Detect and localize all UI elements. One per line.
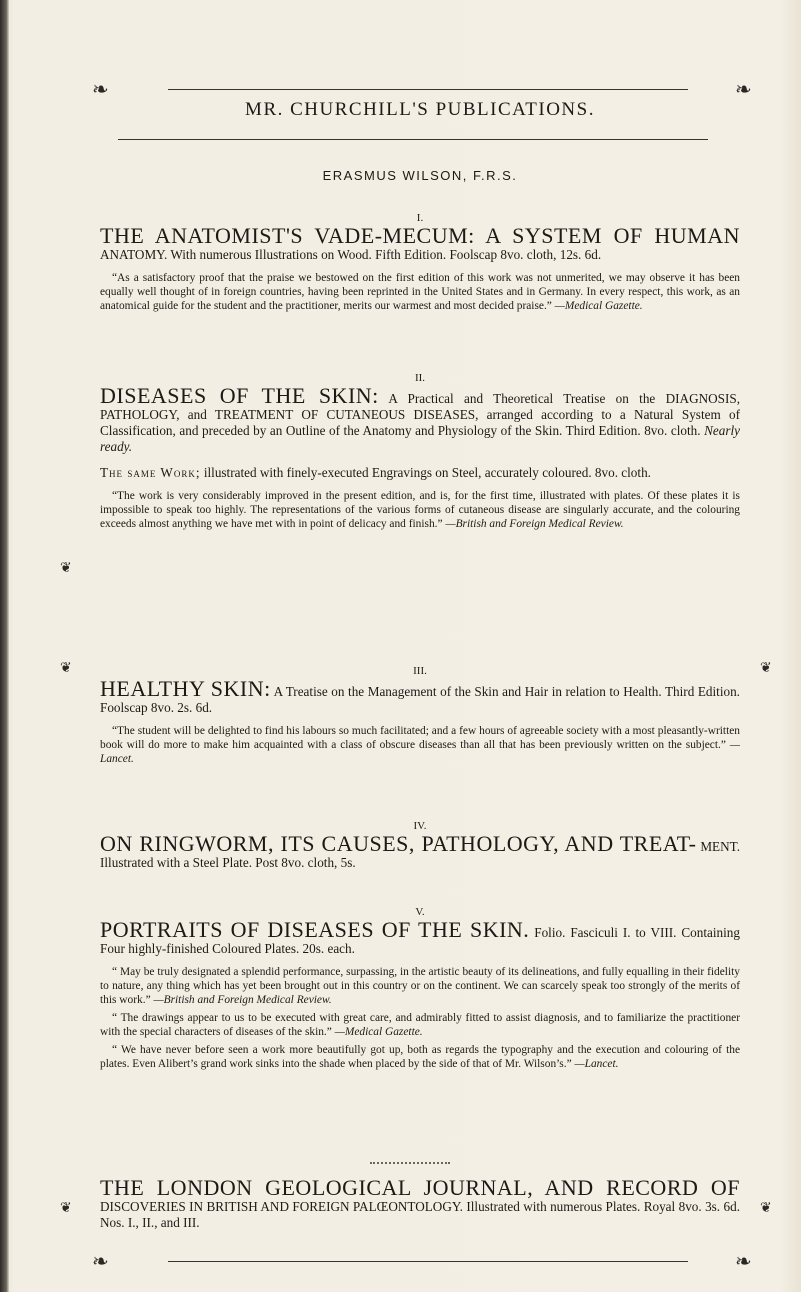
entry-1 (100, 212, 740, 313)
review-source: —Lancet. (574, 1058, 619, 1070)
review-source: —British and Foreign Medical Review. (153, 994, 332, 1006)
entry-description: Folio. Fasciculi I. to VIII. Containing Four highly-finished Coloured Plates. 20s. each. (100, 925, 740, 956)
entry-number: IV. (413, 820, 427, 832)
page-header-title: MR. CHURCHILL'S PUBLICATIONS. (245, 99, 595, 120)
margin-ornament-icon: ❦ (60, 1201, 72, 1216)
review-quote: “The work is very considerably improved in the present edition, and is, for the first time, illustrated with plates. Of these plates it is impossible to speak too highly. The representations of the various forms of cutaneous disease are singularly accurate, and the colouring exceeds almost anything we have met with in point of delicacy and finish.” (100, 490, 740, 530)
margin-ornament-icon: ❦ (760, 1201, 772, 1216)
entry-title: THE LONDON GEOLOGICAL JOURNAL, AND RECORD OF (100, 1175, 740, 1200)
entry-title: DISEASES OF THE SKIN: (100, 383, 379, 408)
entry-number: II. (414, 372, 426, 384)
flourish-ornament-icon: ❧ (735, 1251, 752, 1273)
entry-number: III. (413, 665, 427, 677)
flourish-ornament-icon: ❧ (92, 79, 109, 101)
author-name: ERASMUS WILSON, F.R.S. (322, 168, 518, 183)
review-quote: “The student will be delighted to find his labours so much facilitated; and a few hours of agreeable society with a most pleasantly-written book will do more to make him acquainted with a class of obscure diseases than all that has been previously written on the subject.” (100, 725, 740, 751)
entry-description: A Practical and Theoretical Treatise on the DIAGNOSIS, PATHOLOGY, and TREATMENT OF CUTANEOUS DISEASES, arranged according to a Natural System of Classification, and preceded by an Outline of the Anatomy and Physiology of the Skin. Third Edition. 8vo. cloth. (100, 391, 740, 438)
entry-number: I. (416, 212, 424, 224)
entry-2 (100, 372, 740, 531)
flourish-ornament-icon: ❧ (92, 1251, 109, 1273)
entry-title: PORTRAITS OF DISEASES OF THE SKIN. (100, 917, 530, 942)
entry-number: V. (415, 906, 425, 918)
entry-5 (100, 906, 740, 1071)
header-rule (118, 139, 708, 140)
entry-4 (100, 820, 740, 871)
entry-title: HEALTHY SKIN: (100, 676, 271, 701)
top-rule-left (168, 89, 688, 90)
section-divider (370, 1162, 450, 1164)
entry-title: THE ANATOMIST'S VADE-MECUM: A SYSTEM OF HUMAN (100, 223, 740, 248)
margin-ornament-icon: ❦ (760, 661, 772, 676)
entry-description: MENT. Illustrated with a Steel Plate. Post 8vo. cloth, 5s. (100, 839, 740, 870)
entry-description: DISCOVERIES IN BRITISH AND FOREIGN PALŒONTOLOGY. Illustrated with numerous Plates. Royal 8vo. 3s. 6d. Nos. I., II., and III. (100, 1199, 740, 1230)
bottom-rule (168, 1261, 688, 1262)
availability-note: Nearly ready. (100, 423, 740, 454)
review-source: —British and Foreign Medical Review. (445, 518, 624, 530)
entry-3 (100, 665, 740, 766)
same-work-text: illustrated with finely-executed Engravings on Steel, accurately coloured. 8vo. cloth. (203, 465, 651, 480)
margin-ornament-icon: ❦ (60, 661, 72, 676)
flourish-ornament-icon: ❧ (735, 79, 752, 101)
review-source: —Lancet. (100, 739, 740, 765)
review-quote: “As a satisfactory proof that the praise we bestowed on the first edition of this work was not unmerited, we may observe it has been equally well thought of in foreign countries, having been reprinted in the United States and in Germany. In every respect, this work, as an anatomical guide for the student and the practitioner, merits our warmest and most decided praise.” (100, 272, 740, 312)
book-spine-edge (0, 0, 9, 1292)
same-work-label: The same Work; (100, 465, 201, 480)
review-quote: “ May be truly designated a splendid performance, surpassing, in the artistic beauty of its delineations, and fully equalling in their fidelity to nature, any thing which has yet been brought out in this country or on the continent. We can scarcely speak too strongly of the merits of this work.” (100, 966, 740, 1006)
review-quote: “ We have never before seen a work more beautifully got up, both as regards the typography and the execution and colouring of the plates. Even Alibert’s grand work sinks into the shade when placed by the side of that of Mr. Wilson’s.” (100, 1044, 740, 1070)
review-source: —Medical Gazette. (554, 300, 643, 312)
entry-description: ANATOMY. With numerous Illustrations on Wood. Fifth Edition. Foolscap 8vo. cloth, 12s. 6d. (100, 247, 602, 262)
review-quote: “ The drawings appear to us to be executed with great care, and admirably fitted to assist diagnosis, and to familiarize the practitioner with the special characters of diseases of the skin.” (100, 1012, 740, 1038)
margin-ornament-icon: ❦ (60, 561, 72, 576)
review-source: —Medical Gazette. (334, 1026, 423, 1038)
entry-description: A Treatise on the Management of the Skin and Hair in relation to Health. Third Edition. Foolscap 8vo. 2s. 6d. (100, 684, 740, 715)
entry-6 (100, 1175, 740, 1231)
entry-title: ON RINGWORM, ITS CAUSES, PATHOLOGY, AND TREAT- (100, 831, 697, 856)
